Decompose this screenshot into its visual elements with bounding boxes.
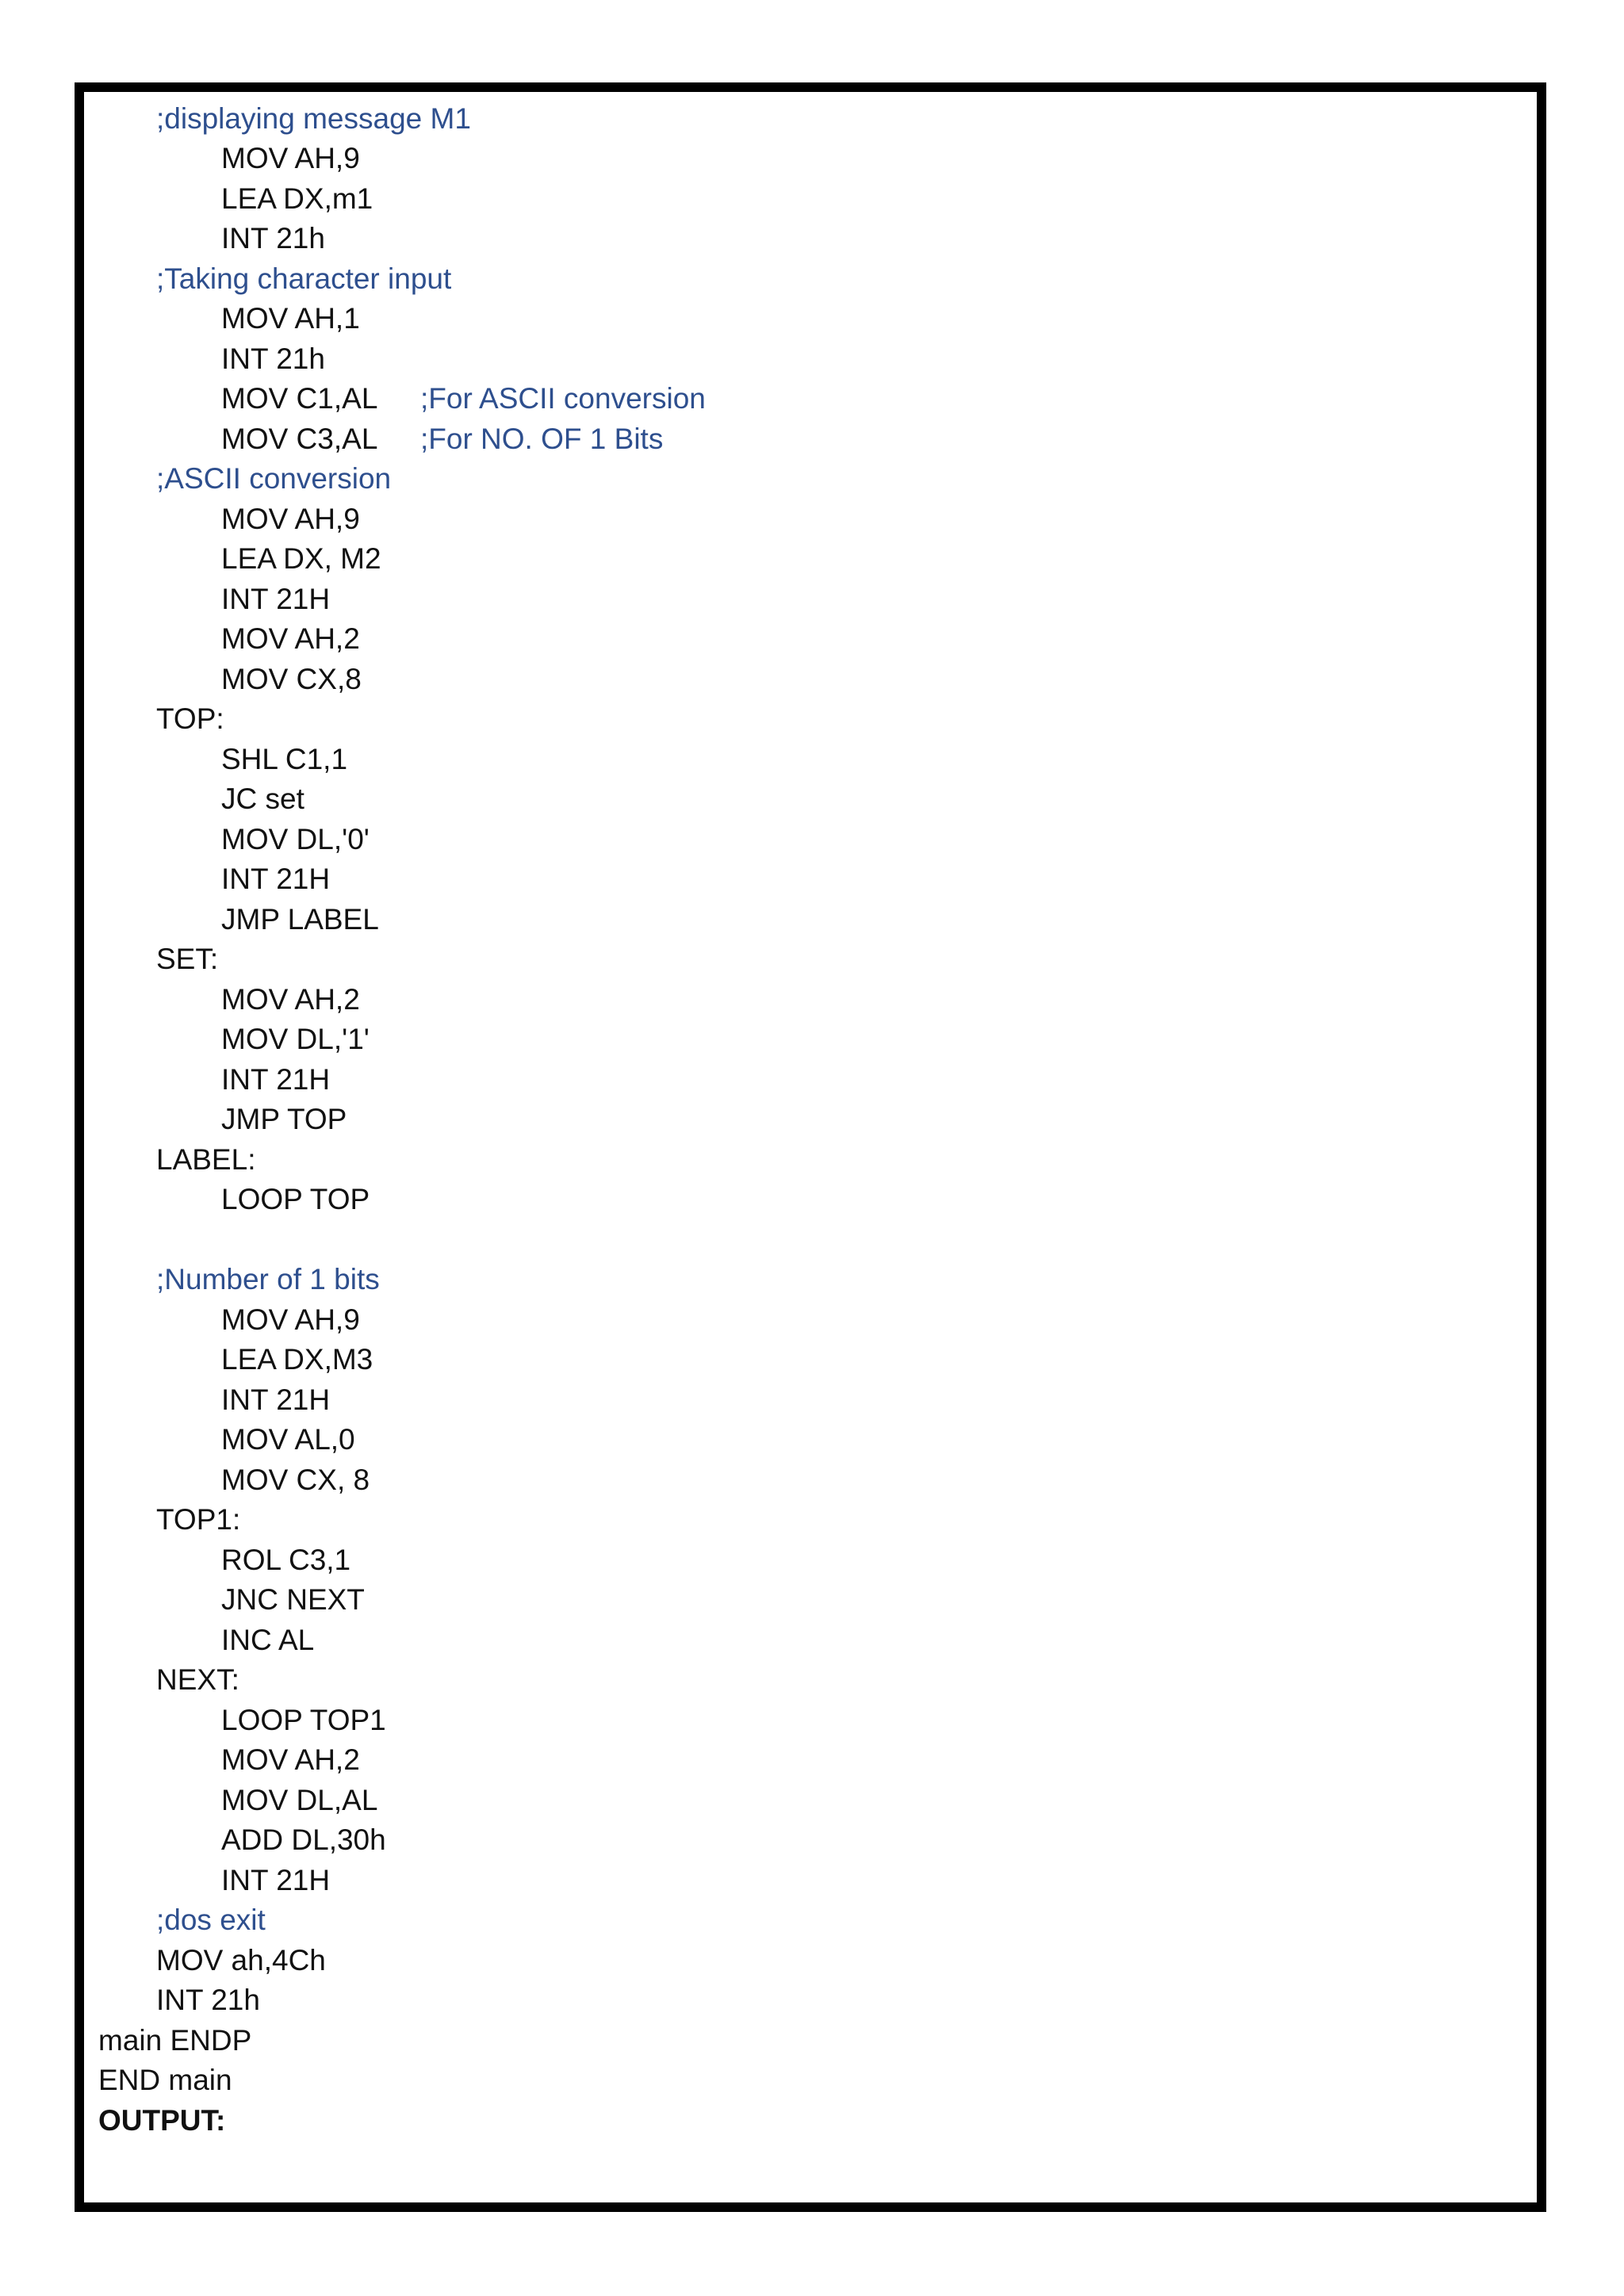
code-label: SET: bbox=[156, 943, 219, 975]
code-line: MOV DL,AL bbox=[221, 1784, 378, 1816]
code-line: LOOP TOP1 bbox=[221, 1704, 386, 1736]
code-line: LOOP TOP bbox=[221, 1183, 370, 1215]
code-line: MOV AL,0 bbox=[221, 1423, 355, 1456]
code-line: ADD DL,30h bbox=[221, 1823, 386, 1856]
code-label: TOP1: bbox=[156, 1503, 241, 1536]
code-label: NEXT: bbox=[156, 1663, 239, 1696]
code-label: TOP: bbox=[156, 702, 224, 735]
code-line: INT 21H bbox=[221, 863, 331, 895]
code-line: MOV AH,9 bbox=[221, 1303, 360, 1336]
code-line: MOV C3,AL bbox=[221, 423, 378, 455]
code-line: ROL C3,1 bbox=[221, 1544, 351, 1576]
code-trailing-comment: ;For NO. OF 1 Bits bbox=[420, 423, 664, 455]
code-line: JMP LABEL bbox=[221, 903, 379, 936]
code-line: INT 21H bbox=[221, 1864, 331, 1896]
code-line: MOV AH,9 bbox=[221, 503, 360, 535]
code-line: JC set bbox=[221, 783, 304, 815]
code-line: SHL C1,1 bbox=[221, 743, 348, 775]
code-line: INT 21h bbox=[156, 1984, 260, 2016]
code-line: MOV AH,2 bbox=[221, 1743, 360, 1776]
code-line: MOV AH,2 bbox=[221, 983, 360, 1016]
code-trailing-comment: ;For ASCII conversion bbox=[420, 382, 706, 415]
code-comment: ;displaying message M1 bbox=[156, 102, 471, 135]
code-line: INC AL bbox=[221, 1624, 315, 1656]
code-line: END main bbox=[98, 2064, 232, 2096]
code-line: INT 21H bbox=[221, 583, 331, 615]
code-line: MOV AH,2 bbox=[221, 622, 360, 655]
code-comment: ;dos exit bbox=[156, 1904, 266, 1936]
code-comment: ;ASCII conversion bbox=[156, 462, 392, 495]
code-line: MOV AH,1 bbox=[221, 302, 360, 335]
code-line: MOV C1,AL bbox=[221, 382, 378, 415]
code-comment: ;Taking character input bbox=[156, 262, 452, 295]
code-line: LEA DX,m1 bbox=[221, 182, 373, 215]
code-line: LEA DX,M3 bbox=[221, 1343, 373, 1376]
code-line: JMP TOP bbox=[221, 1103, 347, 1135]
code-line: MOV ah,4Ch bbox=[156, 1944, 326, 1976]
code-line: INT 21h bbox=[221, 342, 325, 375]
code-line: INT 21H bbox=[221, 1383, 331, 1416]
code-comment: ;Number of 1 bits bbox=[156, 1263, 380, 1295]
code-line: main ENDP bbox=[98, 2024, 252, 2057]
code-line: INT 21h bbox=[221, 222, 325, 254]
code-label: LABEL: bbox=[156, 1143, 256, 1176]
code-line: LEA DX, M2 bbox=[221, 542, 381, 575]
output-heading: OUTPUT: bbox=[98, 2104, 226, 2137]
code-line: MOV AH,9 bbox=[221, 142, 360, 174]
code-line: INT 21H bbox=[221, 1063, 331, 1096]
code-line: JNC NEXT bbox=[221, 1583, 365, 1616]
code-line: MOV CX, 8 bbox=[221, 1464, 370, 1496]
code-line: MOV CX,8 bbox=[221, 663, 362, 695]
code-line: MOV DL,'1' bbox=[221, 1023, 370, 1055]
code-line: MOV DL,'0' bbox=[221, 823, 370, 855]
